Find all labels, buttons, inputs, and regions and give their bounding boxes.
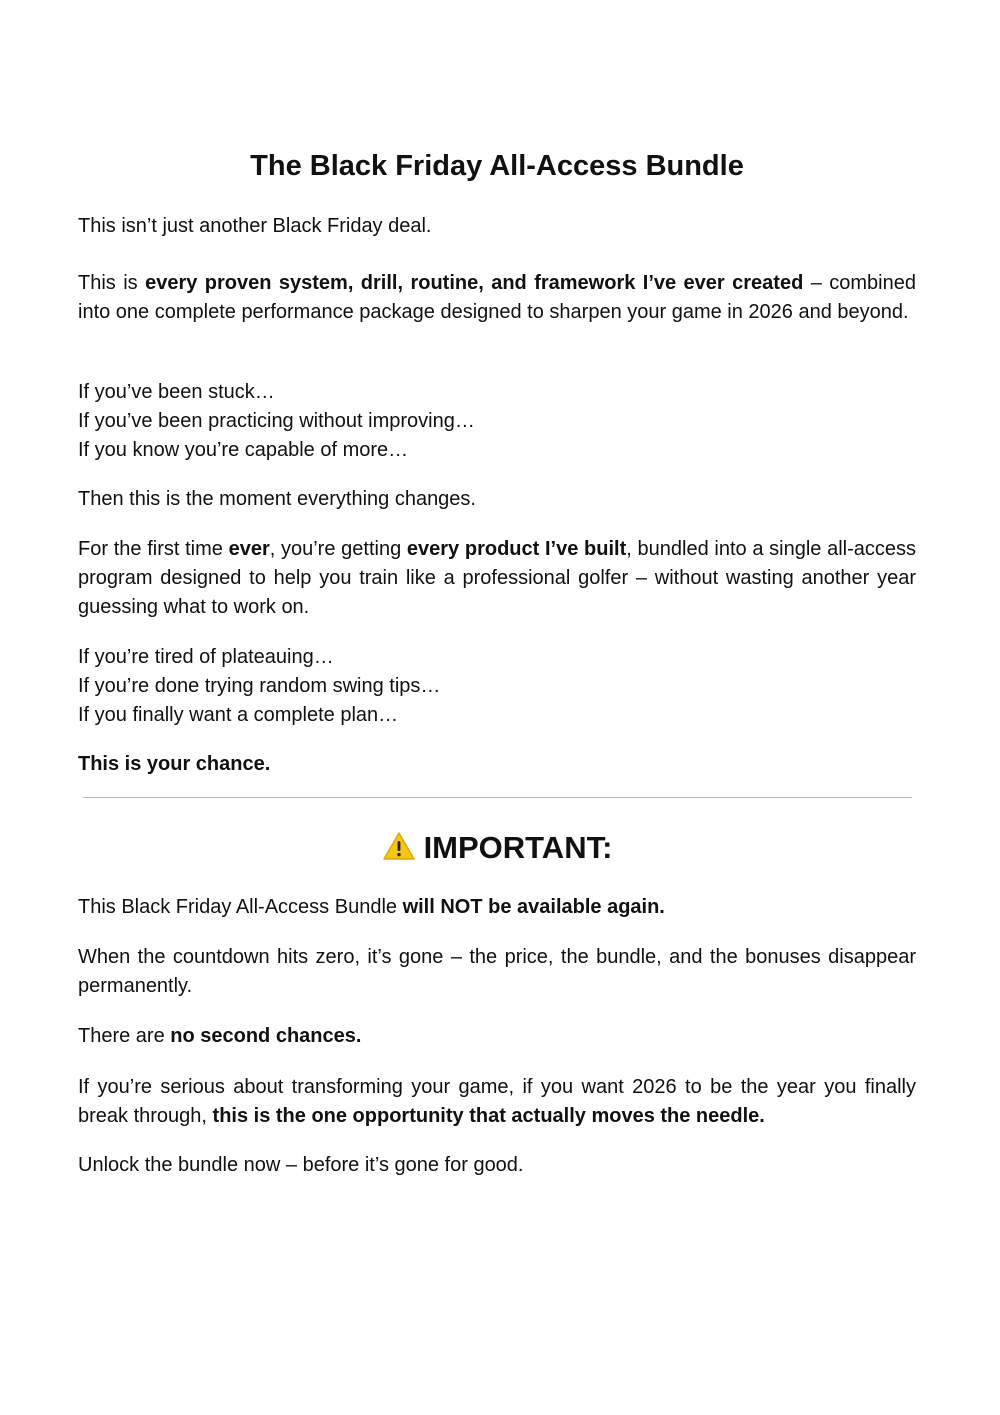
important-heading: [78, 826, 916, 870]
if-stuck-line-2: If you’ve been practicing without improving…: [78, 410, 475, 432]
paragraph-serious: [78, 1073, 916, 1131]
serious-pre: If you’re serious about transforming your game, if you want 2026 to be the year you finally break through,: [78, 1076, 916, 1127]
paragraph-not-available: [78, 893, 916, 922]
paragraph-every-system: [78, 269, 916, 327]
first-time-a: For the first time: [78, 538, 229, 560]
first-time-product-bold: every product I’ve built: [406, 538, 627, 560]
if-tired-line-1: If you’re tired of plateauing…: [78, 646, 334, 668]
first-time-ever-bold: ever: [228, 538, 270, 560]
horizontal-divider: [83, 797, 912, 798]
paragraph-your-chance: [78, 750, 916, 779]
no-second-pre: There are: [78, 1025, 171, 1047]
not-available-pre: This Black Friday All-Access Bundle: [78, 896, 403, 918]
if-stuck-line-1: If you’ve been stuck…: [78, 381, 275, 403]
paragraph-every-system-pre: This is: [78, 272, 146, 294]
not-available-bold: will NOT be available again.: [402, 896, 665, 918]
paragraph-unlock: Unlock the bundle now – before it’s gone for good.: [78, 1154, 524, 1176]
page-title: The Black Friday All-Access Bundle: [250, 150, 744, 182]
paragraph-if-stuck: [78, 378, 916, 465]
paragraph-intro: This isn’t just another Black Friday deal.: [78, 215, 432, 237]
paragraph-every-system-bold: every proven system, drill, routine, and framework I’ve ever created: [145, 272, 804, 294]
serious-bold: this is the one opportunity that actually moves the needle.: [212, 1105, 765, 1127]
paragraph-countdown: When the countdown hits zero, it’s gone – the price, the bundle, and the bonuses disappear permanently.: [78, 946, 916, 997]
important-heading-text: IMPORTANT:: [423, 830, 613, 865]
paragraph-if-tired: [78, 643, 916, 730]
your-chance-bold: This is your chance.: [78, 753, 271, 775]
paragraph-every-system-post: – combined into one complete performance package designed to sharpen your game in 2026 and beyond.: [78, 272, 916, 323]
warning-icon: [382, 831, 416, 861]
if-tired-line-2: If you’re done trying random swing tips…: [78, 675, 441, 697]
if-tired-line-3: If you finally want a complete plan…: [78, 704, 399, 726]
paragraph-moment: Then this is the moment everything changes.: [78, 488, 476, 510]
paragraph-first-time: [78, 535, 916, 622]
paragraph-no-second-chances: [78, 1022, 916, 1051]
first-time-c: , you’re getting: [269, 538, 407, 560]
no-second-bold: no second chances.: [170, 1025, 362, 1047]
first-time-e: , bundled into a single all-access program designed to help you train like a professional golfer – without wasting another year guessing what to work on.: [78, 538, 917, 618]
if-stuck-line-3: If you know you’re capable of more…: [78, 439, 409, 461]
